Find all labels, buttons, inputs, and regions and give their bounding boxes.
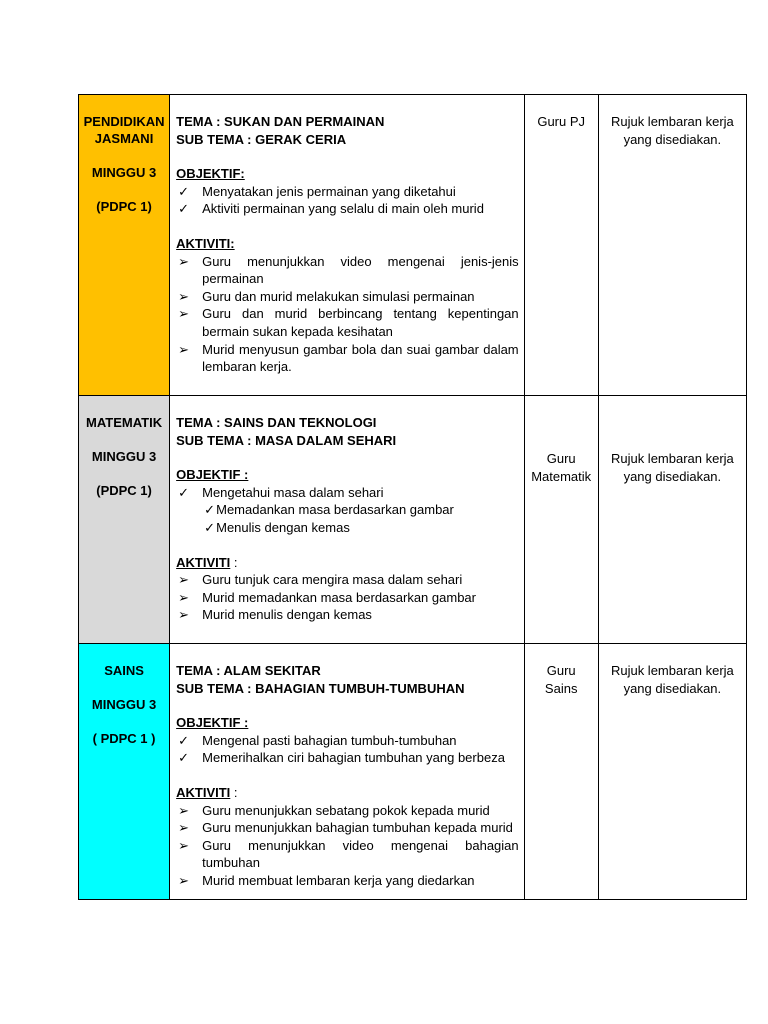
teacher-cell <box>524 644 598 900</box>
teacher-cell <box>524 396 598 644</box>
list-item: ➢ Guru menunjukkan bahagian tumbuhan kepada murid <box>178 820 513 836</box>
list-item: ✓ Menulis dengan kemas <box>204 519 350 535</box>
subject-cell <box>79 644 170 900</box>
tema-heading: TEMA : SUKAN DAN PERMAINAN <box>176 114 385 129</box>
aktiviti-list <box>176 571 519 624</box>
aktiviti-label: AKTIVITI: <box>176 235 235 251</box>
aktiviti-label: AKTIVITI : <box>176 784 238 800</box>
session-label: ( PDPC 1 ) <box>92 731 156 746</box>
teacher-label: Guru PJ <box>537 114 586 129</box>
content-cell <box>170 396 525 644</box>
subject-cell <box>79 396 170 644</box>
teacher-label-line: Guru <box>546 451 576 466</box>
aktiviti-list <box>176 802 519 890</box>
subtema-heading: SUB TEMA : GERAK CERIA <box>176 131 347 147</box>
subject-name-line: SAINS <box>104 663 144 678</box>
week-label: MINGGU 3 <box>91 449 157 464</box>
note-text: Rujuk lembaran kerja yang disediakan. <box>610 114 734 147</box>
list-item: ✓ Aktiviti permainan yang selalu di main oleh murid <box>178 201 484 217</box>
aktiviti-list <box>176 253 519 376</box>
objektif-list <box>176 183 519 218</box>
list-item: ➢ Guru menunjukkan sebatang pokok kepada murid <box>178 802 490 818</box>
subject-name-line: JASMANI <box>94 131 154 146</box>
tema-heading: TEMA : ALAM SEKITAR <box>176 663 321 678</box>
list-item: ✓ Mengenal pasti bahagian tumbuh-tumbuhan <box>178 732 457 748</box>
arrow-bullet-icon: ➢ <box>178 572 190 588</box>
objektif-list <box>176 732 519 767</box>
note-text: Rujuk lembaran kerja yang disediakan. <box>610 663 734 696</box>
check-icon: ✓ <box>204 502 216 518</box>
check-icon: ✓ <box>204 519 216 535</box>
subtema-heading: SUB TEMA : BAHAGIAN TUMBUH-TUMBUHAN <box>176 680 465 696</box>
tema-heading: TEMA : SAINS DAN TEKNOLOGI <box>176 415 377 430</box>
check-icon: ✓ <box>178 183 190 199</box>
objektif-list <box>176 484 519 537</box>
table-row-matematik <box>79 396 747 644</box>
arrow-bullet-icon: ➢ <box>178 837 190 853</box>
note-cell <box>598 95 746 396</box>
objektif-label: OBJEKTIF : <box>176 715 249 731</box>
list-item: ✓ Memerihalkan ciri bahagian tumbuhan yang berbeza <box>178 750 505 766</box>
list-item: ➢ Guru tunjuk cara mengira masa dalam sehari <box>178 572 463 588</box>
arrow-bullet-icon: ➢ <box>178 306 190 322</box>
list-item: ➢ Guru dan murid berbincang tentang kepentingan bermain sukan kepada kesihatan <box>178 306 519 339</box>
week-label: MINGGU 3 <box>91 697 157 712</box>
list-item: ➢ Murid menyusun gambar bola dan suai gambar dalam lembaran kerja. <box>178 341 519 375</box>
check-icon: ✓ <box>178 201 190 217</box>
note-cell <box>598 396 746 644</box>
objektif-label: OBJEKTIF: <box>176 166 245 182</box>
arrow-bullet-icon: ➢ <box>178 589 190 605</box>
subject-name-line: PENDIDIKAN <box>83 114 165 129</box>
list-item: ➢ Guru menunjukkan video mengenai jenis-jenis permainan <box>178 253 519 287</box>
session-label: (PDPC 1) <box>96 199 152 214</box>
list-item: ✓ Menyatakan jenis permainan yang diketahui <box>178 183 456 199</box>
content-cell <box>170 644 525 900</box>
objektif-label: OBJEKTIF : <box>176 467 249 483</box>
table-row-sains <box>79 644 747 900</box>
list-item: ➢ Murid membuat lembaran kerja yang diedarkan <box>178 872 475 888</box>
teacher-label-line: Matematik <box>531 468 592 484</box>
subject-cell <box>79 95 170 396</box>
teacher-label-line: Sains <box>544 680 578 696</box>
session-label: (PDPC 1) <box>96 483 152 498</box>
list-item: ➢ Guru dan murid melakukan simulasi permainan <box>178 288 475 304</box>
arrow-bullet-icon: ➢ <box>178 872 190 888</box>
note-cell <box>598 644 746 900</box>
list-item: ➢ Murid menulis dengan kemas <box>178 607 372 623</box>
teacher-label-line: Guru <box>546 663 576 678</box>
lesson-plan-table <box>78 94 747 900</box>
check-icon: ✓ <box>178 484 190 500</box>
aktiviti-label: AKTIVITI : <box>176 554 238 570</box>
list-item: ➢ Guru menunjukkan video mengenai bahagian tumbuhan <box>178 837 519 871</box>
table-row-pendidikan-jasmani <box>79 95 747 396</box>
week-label: MINGGU 3 <box>91 165 157 180</box>
subtema-heading: SUB TEMA : MASA DALAM SEHARI <box>176 432 397 448</box>
check-icon: ✓ <box>178 732 190 748</box>
arrow-bullet-icon: ➢ <box>178 341 190 357</box>
check-icon: ✓ <box>178 750 190 766</box>
list-item: ✓ Memadankan masa berdasarkan gambar <box>204 502 454 518</box>
teacher-cell <box>524 95 598 396</box>
content-cell <box>170 95 525 396</box>
arrow-bullet-icon: ➢ <box>178 253 190 269</box>
arrow-bullet-icon: ➢ <box>178 820 190 836</box>
arrow-bullet-icon: ➢ <box>178 288 190 304</box>
arrow-bullet-icon: ➢ <box>178 607 190 623</box>
list-item: ➢ Murid memadankan masa berdasarkan gambar <box>178 589 476 605</box>
note-text: Rujuk lembaran kerja yang disediakan. <box>610 451 734 484</box>
subject-name-line: MATEMATIK <box>86 415 163 430</box>
arrow-bullet-icon: ➢ <box>178 802 190 818</box>
list-item: ✓ Mengetahui masa dalam sehari <box>178 484 384 500</box>
